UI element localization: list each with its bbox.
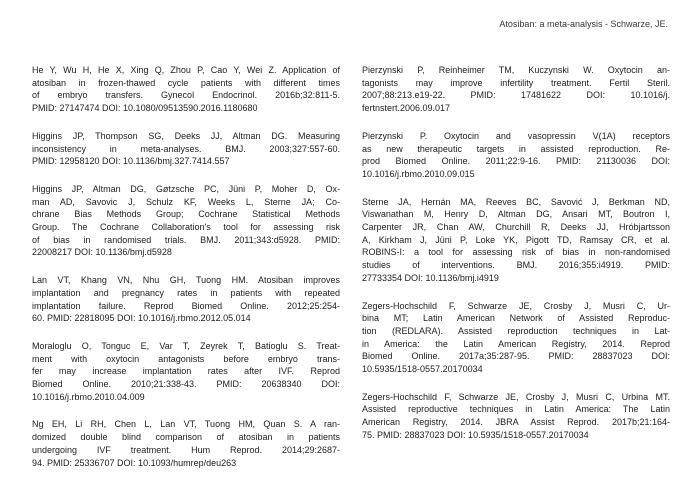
reference-entry [32, 340, 340, 404]
reference-line: Biomed Online. 2017a;35:287-95. PMID: 28837023 DOI: [362, 351, 670, 362]
reference-line: atosiban in frozen-thawed cycle patients with different times [32, 77, 340, 88]
reference-line: 2007;88:213.e19-22. PMID: 17481622 DOI: 10.1016/j. [362, 90, 670, 101]
reference-line: man AD, Savovic J, Schulz KF, Weeks L, Sterne JA; Co- [32, 196, 340, 207]
column-right [362, 64, 670, 484]
reference-line: 75. PMID: 28837023 DOI: 10.5935/1518-0557.20170034 [362, 429, 589, 440]
reference-line: in America: the Latin American Registry, 2014. Reprod [362, 338, 670, 349]
reference-line: Assisted reproductive techniques in Latin America: The Latin [362, 404, 670, 415]
reference-line: ROBINS-I: a tool for assessing risk of bias in non-randomised [362, 247, 670, 258]
reference-line: 60. PMID: 22818095 DOI: 10.1016/j.rbmo.2012.05.014 [32, 313, 251, 324]
reference-line: Carpenter JR, Chan AW, Churchill R, Deeks JJ, Hróbjartsson [362, 222, 670, 233]
reference-line: tagonists may improve infertility treatment. Fertil Steril. [362, 77, 670, 88]
reference-line: tion (REDLARA). Assisted reproduction techniques in Lat- [362, 325, 670, 336]
reference-line: fertnstert.2006.09.017 [362, 103, 451, 114]
reference-line: prod Biomed Online. 2011;22:9-16. PMID: 21130036 DOI: [362, 156, 670, 167]
reference-entry [362, 300, 670, 376]
reference-entry [32, 418, 340, 469]
reference-line: chrane Bias Methods Group; Cochrane Statistical Methods [32, 209, 340, 220]
reference-line: fer may increase implantation rates after IVF. Reprod [32, 366, 340, 377]
reference-line: Viswanathan M, Henry D, Altman DG, Ansari MT, Boutron I, [362, 209, 670, 220]
reference-entry [362, 64, 670, 115]
reference-line: Higgins JP, Thompson SG, Deeks JJ, Altman DG. Measuring [32, 130, 340, 141]
reference-line: He Y, Wu H, He X, Xing Q, Zhou P, Cao Y, Wei Z. Application of [32, 65, 340, 75]
reference-line: ment with oxytocin antagonists before embryo trans- [32, 353, 340, 364]
reference-line: 10.5935/1518-0557.20170034 [362, 364, 483, 375]
reference-line: Biomed Online. 2010;21:338-43. PMID: 20638340 DOI: [32, 379, 340, 390]
reference-line: A, Kirkham J, Jüni P, Loke YK, Pigott TD, Ramsay CR, et al. [362, 234, 670, 245]
reference-entry [32, 130, 340, 168]
reference-entry [32, 64, 340, 115]
reference-line: of embryo transfers. Gynecol Endocrinol. 2016b;32:811-5. [32, 90, 340, 101]
reference-line: Sterne JA, Hernán MA, Reeves BC, Savović J, Berkman ND, [362, 196, 670, 207]
reference-line: of bias in randomised trials. BMJ. 2011;343:d5928. PMID: [32, 234, 340, 245]
reference-line: implantation failure. Reprod Biomed Online. 2012;25:254- [32, 300, 340, 311]
reference-line: 22008217 DOI: 10.1136/bmj.d5928 [32, 247, 172, 258]
reference-line: PMID: 12958120 DOI: 10.1136/bmj.327.7414.557 [32, 156, 230, 167]
reference-line: 10.1016/j.rbmo.2010.04.009 [32, 391, 145, 402]
reference-line: implantation and pregnancy rates in patients with repeated [32, 287, 340, 298]
reference-entry [362, 130, 670, 181]
reference-line: Moraloglu O, Tonguc E, Var T, Zeyrek T, Batioglu S. Treat- [32, 340, 340, 351]
reference-line: Group. The Cochrane Collaboration's tool for assessing risk [32, 222, 340, 233]
reference-line: bina MT; Latin American Network of Assisted Reproduc- [362, 313, 670, 324]
reference-line: as new therapeutic targets in assisted reproduction. Re- [362, 143, 670, 154]
reference-line: PMID: 27147474 DOI: 10.1080/09513590.2016.1180680 [32, 103, 258, 114]
reference-line: American Registry, 2014. JBRA Assist Reprod. 2017b;21:164- [362, 417, 670, 428]
reference-line: Zegers-Hochschild F, Schwarze JE, Crosby J, Musri C, Ur- [362, 300, 670, 311]
reference-line: 10.1016/j.rbmo.2010.09.015 [362, 168, 475, 179]
running-header: Atosiban: a meta-analysis - Schwarze, JE. [499, 19, 668, 29]
reference-line: undergoing IVF treatment. Hum Reprod. 2014;29:2687- [32, 444, 340, 455]
reference-entry [362, 391, 670, 442]
reference-entry [32, 183, 340, 259]
reference-line: Pierzynski P, Reinheimer TM, Kuczynski W. Oxytocin an- [362, 65, 670, 75]
reference-line: Higgins JP, Altman DG, Gøtzsche PC, Jüni P, Moher D, Ox- [32, 183, 340, 194]
reference-line: 27733354 DOI: 10.1136/bmj.i4919 [362, 272, 499, 283]
references-section [32, 64, 669, 484]
reference-line: inconsistency in meta-analyses. BMJ. 2003;327:557-60. [32, 143, 340, 154]
reference-line: studies of interventions. BMJ. 2016;355:i4919. PMID: [362, 260, 670, 271]
reference-line: 94. PMID: 25336707 DOI: 10.1093/humrep/deu263 [32, 457, 237, 468]
column-left [32, 64, 340, 484]
reference-line: Ng EH, Li RH, Chen L, Lan VT, Tuong HM, Quan S. A ran- [32, 419, 340, 430]
reference-line: domized double blind comparison of atosiban in patients [32, 432, 340, 443]
reference-line: Zegers-Hochschild F, Schwarze JE, Crosby J, Musri C, Urbina MT. [362, 391, 670, 402]
reference-line: Lan VT, Khang VN, Nhu GH, Tuong HM. Atosiban improves [32, 275, 340, 286]
reference-entry [362, 196, 670, 285]
reference-entry [32, 274, 340, 325]
reference-line: Pierzynski P. Oxytocin and vasopressin V(1A) receptors [362, 130, 670, 141]
